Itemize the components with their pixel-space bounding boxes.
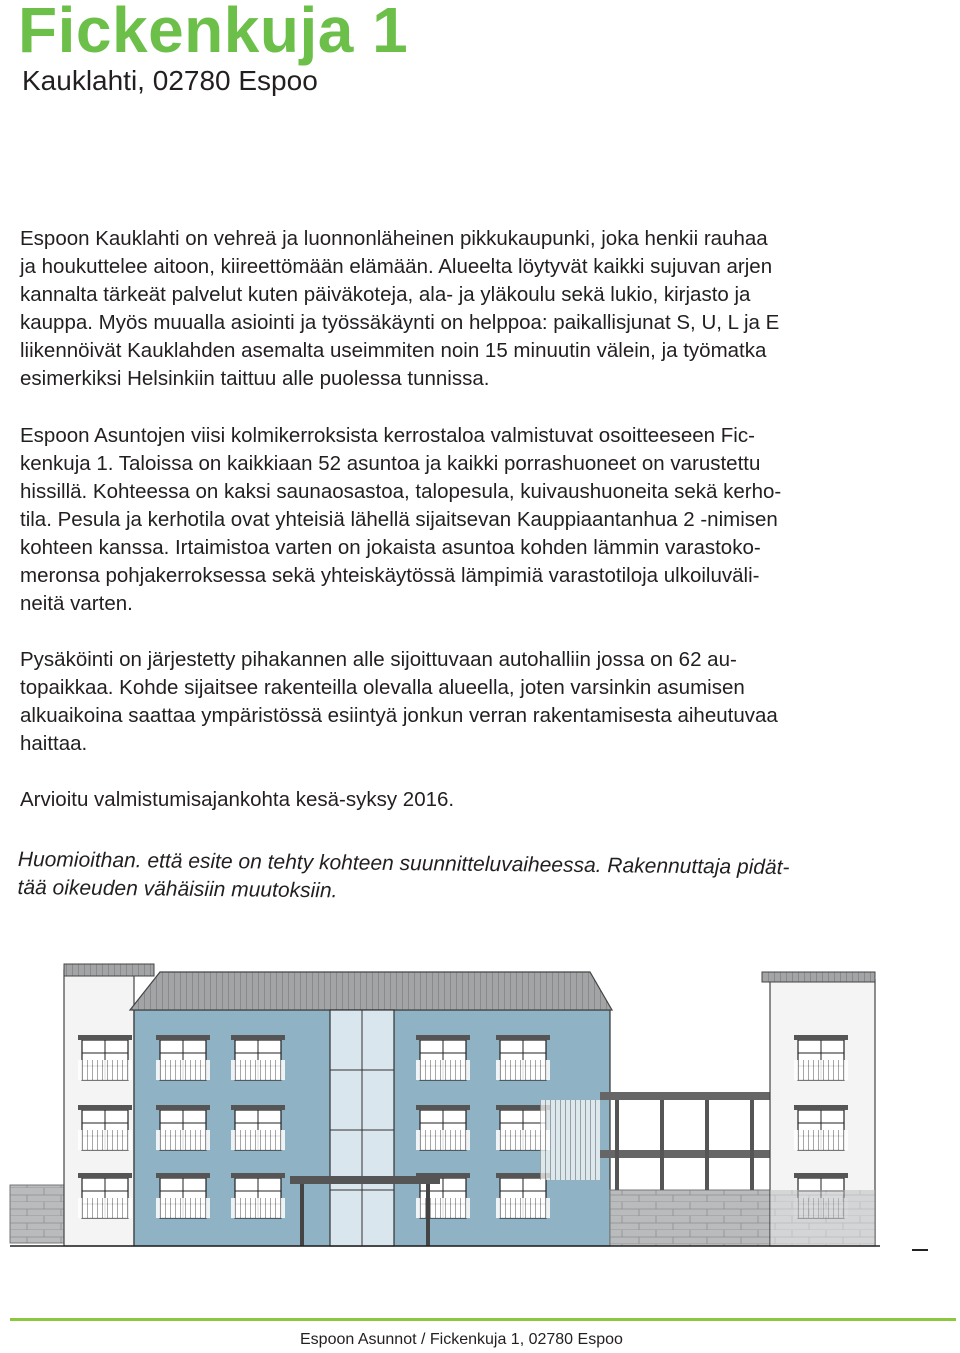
paragraph-line: tila. Pesula ja kerhotila ovat yhteisiä lähellä sijaitsevan Kauppiaantanhua 2 -nimisen [20,508,778,531]
paragraph-line: meronsa pohjakerroksessa sekä yhteiskäytössä lämpimiä varastotiloja ulkoiluväli- [20,564,760,587]
paragraph-line: haittaa. [20,732,88,755]
completion-date-paragraph [20,786,920,814]
intro-paragraph [20,225,920,393]
paragraph-line: alkuaikoina saattaa ympäristössä esiintyä jonkun verran rakentamisesta aiheutuvaa [20,704,778,727]
paragraph-line: neitä varten. [20,592,133,615]
paragraph-line: hissillä. Kohteessa on kaksi saunaosastoa, talopesula, kuivaushuoneita sekä kerho- [20,480,782,503]
note-line: Huomioithan. että esite on tehty kohteen suunnitteluvaiheessa. Rakennuttaja pidät- [17,847,790,880]
paragraph-line: kannalta tärkeät palvelut kuten päiväkoteja, ala- ja yläkoulu sekä lukio, kirjasto ja [20,283,751,306]
paragraph-line: topaikkaa. Kohde sijaitsee rakenteilla olevalla alueella, joten varsinkin asumisen [20,676,745,699]
footer-text: Espoon Asunnot / Fickenkuja 1, 02780 Espoo [300,1331,623,1348]
paragraph-line: Espoon Asuntojen viisi kolmikerroksista kerrostaloa valmistuvat osoitteeseen Fic- [20,424,755,447]
paragraph-line: esimerkiksi Helsinkiin taittuu alle puolessa tunnissa. [20,367,490,390]
paragraph-line: Espoon Kauklahti on vehreä ja luonnonläheinen pikkukaupunki, joka henkii rauhaa [20,227,768,250]
paragraph-line: Pysäköinti on järjestetty pihakannen alle sijoittuvaan autohalliin jossa on 62 au- [20,648,737,671]
paragraph-line: kauppa. Myös muualla asiointi ja työssäkäynti on helppoa: paikallisjunat S, U, L ja E [20,311,780,334]
paragraph-line: Arvioitu valmistumisajankohta kesä-syksy 2016. [20,788,455,811]
disclaimer-note [17,846,789,910]
building-elevation-illustration [0,950,960,1280]
footer-divider [10,1318,956,1321]
paragraph-line: ja houkuttelee aitoon, kiireettömään elämään. Alueelta löytyvät kaikki sujuvan arjen [20,255,773,278]
paragraph-line: kenkuja 1. Taloissa on kaikkiaan 52 asuntoa ja kaikki porrashuoneet on varustettu [20,452,761,475]
note-line: tää oikeuden vähäisiin muutoksiin. [17,875,338,903]
parking-paragraph [20,646,920,758]
paragraph-line: kohteen kanssa. Irtaimistoa varten on jokaista asuntoa kohden lämmin varastoko- [20,536,761,559]
page-title: Fickenkuja 1 [18,0,409,66]
paragraph-line: liikennöivät Kauklahden asemalta useimmiten noin 15 minuutin välein, ja työmatka [20,339,767,362]
building-description-paragraph [20,422,920,618]
page-subtitle-address: Kauklahti, 02780 Espoo [22,65,318,96]
